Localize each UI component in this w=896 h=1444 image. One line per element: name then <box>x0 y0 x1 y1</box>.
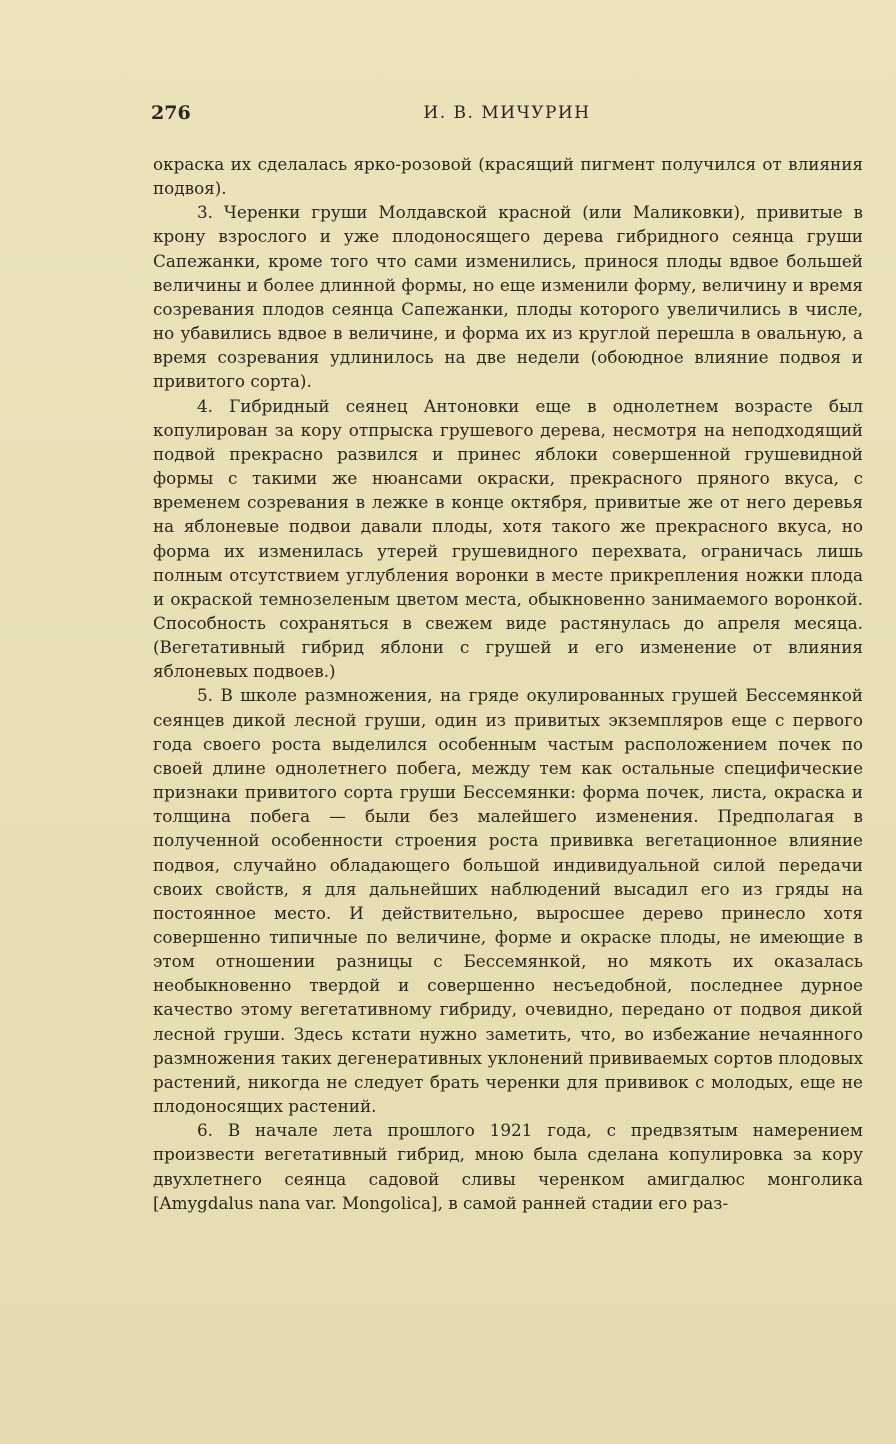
page-header <box>151 102 863 132</box>
paragraph-continuation: окраска их сделалась ярко-розовой (красящий пигмент получился от влияния подвоя). <box>153 154 863 199</box>
body-text <box>153 152 863 1215</box>
page-number: 276 <box>151 102 191 124</box>
running-title: И. В. МИЧУРИН <box>423 103 591 123</box>
paragraph-item-5: 5. В школе размножения, на гряде окулированных грушей Бессемянкой сеянцев дикой лесной груши, один из привитых экземпляров еще с первого года своего роста выделился особенным частым расположением почек по своей длине однолетнего побега, между тем как остальные специфические признаки привитого сорта груши Бессемянки: форма почек, листа, окраска и толщина побега — были без малейшего изменения. Предполагая в полученной особенности строения роста прививка вегетационное влияние подвоя, случайно обладающего большой индивидуальной силой передачи своих свойств, я для дальнейших наблюдений высадил его из гряды на постоянное место. И действительно, выросшее дерево принесло хотя совершенно типичные по величине, форме и окраске плоды, не имеющие в этом отношении разницы с Бессемянкой, но мякоть их оказалась необыкновенно твердой и совершенно несъедобной, последнее дурное качество этому вегетативному гибриду, очевидно, передано от подвоя дикой лесной груши. Здесь кстати нужно заметить, что, во избежание нечаянного размножения таких дегенеративных уклонений прививаемых сортов плодовых растений, никогда не следует брать черенки для прививок с молодых, еще не плодоносящих растений. <box>153 685 863 1117</box>
paragraph-item-3: 3. Черенки груши Молдавской красной (или Маликовки), привитые в крону взрослого и уже плодоносящего дерева гибридного сеянца груши Сапежанки, кроме того что сами изменились, принося плоды вдвое большей величины и более длинной формы, но еще изменили форму, величину и время созревания плодов сеянца Сапежанки, плоды которого увеличились в числе, но убавились вдвое в величине, и форма их из круглой перешла в овальную, а время созревания удлинилось на две недели (обоюдное влияние подвоя и привитого сорта). <box>153 202 863 392</box>
paragraph-item-6: 6. В начале лета прошлого 1921 года, с предвзятым намерением произвести вегетативный гибрид, мною была сделана копулировка за кору двухлетнего сеянца садовой сливы черенком амигдалюс монголика [Amygdalus nana var. Mongolica], в самой ранней стадии его раз- <box>153 1120 863 1213</box>
paragraph-item-4: 4. Гибридный сеянец Антоновки еще в однолетнем возрасте был копулирован за кору отпрыска грушевого дерева, несмотря на неподходящий подвой прекрасно развился и принес яблоки совершенной грушевидной формы с такими же нюансами окраски, прекрасного пряного вкуса, с временем созревания в лежке в конце октября, привитые же от него деревья на яблоневые подвои давали плоды, хотя такого же прекрасного вкуса, но форма их изменилась утерей грушевидного перехвата, ограничась лишь полным отсутствием углубления воронки в месте прикрепления ножки плода и окраской темнозеленым цветом места, обыкновенно занимаемого воронкой. Способность сохраняться в свежем виде растянулась до апреля месяца. (Вегетативный гибрид яблони с грушей и его изменение от влияния яблоневых подвоев.) <box>153 395 863 682</box>
